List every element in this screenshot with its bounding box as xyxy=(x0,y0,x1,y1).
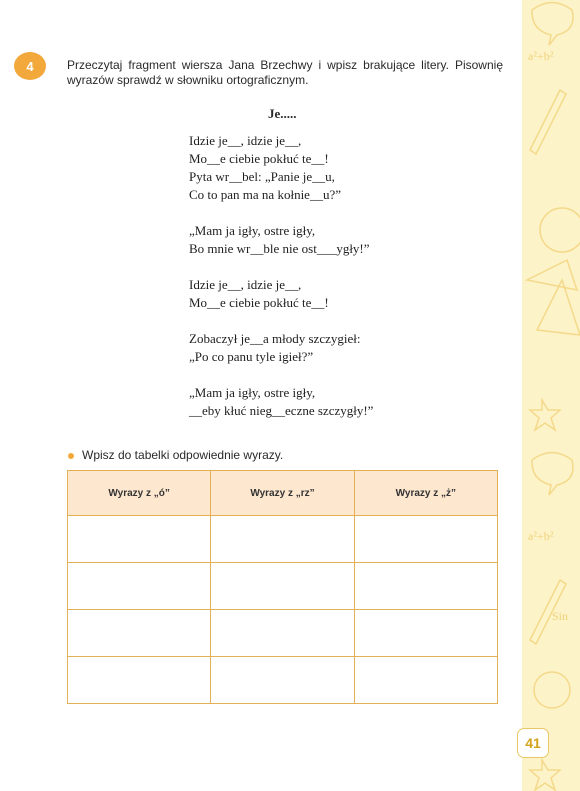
poem-line: Co to pan ma na kołnie__u?” xyxy=(189,187,341,202)
poem-line: Idzie je__, idzie je__, xyxy=(189,133,302,148)
poem-body xyxy=(189,104,373,420)
table-header-row xyxy=(68,471,498,516)
column-header-o: Wyrazy z „ó” xyxy=(68,471,211,516)
poem-line: Mo__e ciebie pokłuć te__! xyxy=(189,151,329,166)
table-row xyxy=(68,657,498,704)
answer-cell[interactable] xyxy=(211,657,354,704)
poem-title: Je..... xyxy=(268,106,297,121)
poem-line: Zobaczył je__a młody szczygieł: xyxy=(189,331,361,346)
svg-text:a²+b²: a²+b² xyxy=(528,49,554,63)
column-header-z: Wyrazy z „ż” xyxy=(354,471,497,516)
answer-cell[interactable] xyxy=(354,563,497,610)
math-doodles-pattern xyxy=(522,0,580,791)
svg-text:Sin: Sin xyxy=(552,609,569,623)
bullet-dot-icon xyxy=(68,453,74,459)
poem-line: Bo mnie wr__ble nie ost___ygły!” xyxy=(189,241,370,256)
poem-stanza xyxy=(189,276,373,312)
answer-cell[interactable] xyxy=(211,610,354,657)
poem-stanza xyxy=(189,222,373,258)
task-bullet xyxy=(68,448,283,462)
answer-cell[interactable] xyxy=(68,610,211,657)
poem-line: Pyta wr__bel: „Panie je__u, xyxy=(189,169,335,184)
poem-line: Mo__e ciebie pokłuć te__! xyxy=(189,295,329,310)
poem-line: Idzie je__, idzie je__, xyxy=(189,277,302,292)
exercise-instruction: Przeczytaj fragment wiersza Jana Brzechwy i wpisz brakujące litery. Pisownię wyrazów sprawdź w słowniku ortograficznym. xyxy=(67,58,503,87)
answer-cell[interactable] xyxy=(354,657,497,704)
poem-line: __eby kłuć nieg__eczne szczygły!” xyxy=(189,403,374,418)
answer-table xyxy=(67,470,498,704)
poem-line: „Mam ja igły, ostre igły, xyxy=(189,385,316,400)
answer-cell[interactable] xyxy=(211,563,354,610)
answer-cell[interactable] xyxy=(211,516,354,563)
poem-stanza xyxy=(189,384,373,420)
poem-line: „Mam ja igły, ostre igły, xyxy=(189,223,316,238)
poem-stanza xyxy=(189,132,373,204)
table-row xyxy=(68,610,498,657)
table-row xyxy=(68,516,498,563)
poem-line: „Po co panu tyle igieł?” xyxy=(189,349,314,364)
answer-cell[interactable] xyxy=(68,563,211,610)
page-number: 41 xyxy=(517,728,549,758)
svg-text:a²+b²: a²+b² xyxy=(528,529,554,543)
table-row xyxy=(68,563,498,610)
column-header-rz: Wyrazy z „rz” xyxy=(211,471,354,516)
exercise-number-badge: 4 xyxy=(14,52,46,80)
decorative-side-panel xyxy=(522,0,580,791)
answer-cell[interactable] xyxy=(68,657,211,704)
poem-stanza xyxy=(189,330,373,366)
answer-cell[interactable] xyxy=(354,516,497,563)
task-text: Wpisz do tabelki odpowiednie wyrazy. xyxy=(82,448,284,462)
answer-cell[interactable] xyxy=(354,610,497,657)
answer-cell[interactable] xyxy=(68,516,211,563)
